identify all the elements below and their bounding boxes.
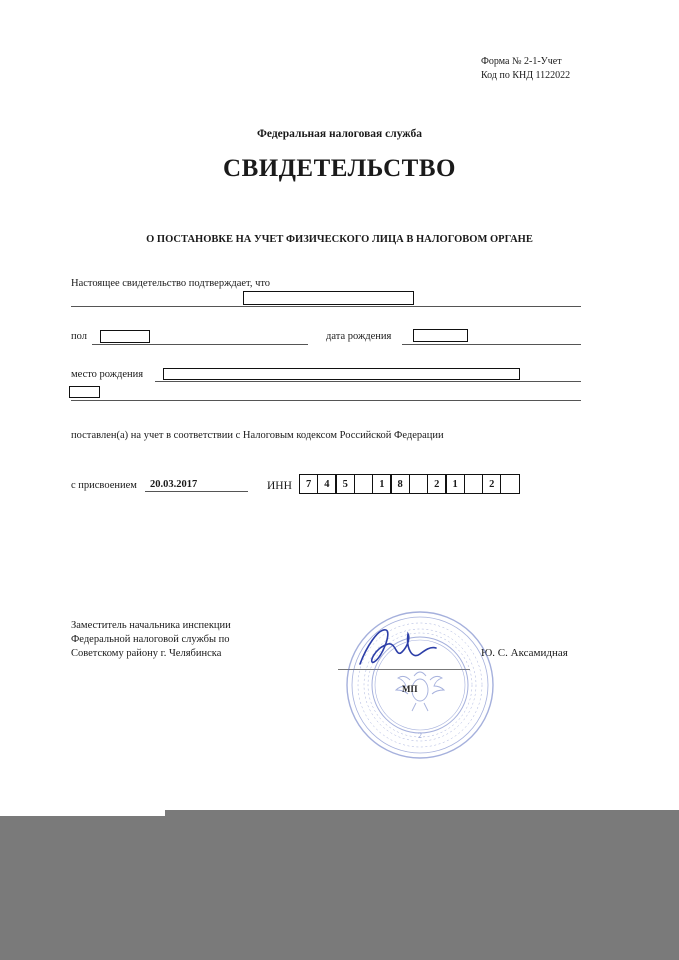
- confirms-label: Настоящее свидетельство подтверждает, что: [71, 278, 271, 289]
- inn-cell: 7: [299, 474, 319, 494]
- inn-cells: [300, 474, 520, 494]
- inn-label: ИНН: [267, 480, 292, 492]
- inn-cell: 2: [427, 474, 447, 494]
- stamp-mark: МП: [402, 684, 418, 694]
- signatory-position-line3: Советскому району г. Челябинска: [71, 648, 222, 659]
- inn-cell: 1: [372, 474, 392, 494]
- knd-code: Код по КНД 1122022: [481, 70, 571, 81]
- document-title: СВИДЕТЕЛЬСТВО: [223, 155, 456, 182]
- signatory-position-line2: Федеральной налоговой службы по: [71, 634, 230, 645]
- inn-cell: 8: [390, 474, 410, 494]
- registered-text: поставлен(а) на учет в соответствии с Налоговым кодексом Российской Федерации: [71, 430, 444, 441]
- form-number: Форма № 2-1-Учет: [481, 56, 562, 67]
- inn-cell: 1: [445, 474, 465, 494]
- birth-place-underline-2: [71, 400, 581, 401]
- assigned-date-underline: [145, 491, 248, 492]
- signatory-name: Ю. С. Аксамидная: [481, 647, 568, 659]
- redacted-sex: [100, 330, 150, 343]
- full-name-underline: [71, 306, 581, 307]
- redacted-full-name: [243, 291, 414, 305]
- inn-cell: [409, 474, 429, 494]
- birth-date-label: дата рождения: [326, 331, 392, 342]
- scan-background-band: [0, 810, 679, 960]
- sex-underline: [92, 344, 308, 345]
- stamp-number: 2: [418, 731, 422, 740]
- signature-icon: [352, 618, 442, 678]
- inn-cell: 2: [482, 474, 502, 494]
- document-subtitle: О ПОСТАНОВКЕ НА УЧЕТ ФИЗИЧЕСКОГО ЛИЦА В НАЛОГОВОМ ОРГАНЕ: [146, 234, 533, 245]
- assigned-date: 20.03.2017: [150, 479, 198, 490]
- issuer-name: Федеральная налоговая служба: [257, 128, 422, 140]
- assigned-label: с присвоением: [71, 480, 137, 491]
- birth-date-underline: [402, 344, 581, 345]
- inn-cell: [464, 474, 484, 494]
- inn-cell: 4: [317, 474, 337, 494]
- inn-cell: 5: [335, 474, 355, 494]
- scan-paper-edge: [0, 810, 165, 816]
- birth-place-underline-1: [155, 381, 581, 382]
- inn-cell: [354, 474, 374, 494]
- birth-place-label: место рождения: [71, 369, 144, 380]
- redacted-birth-date: [413, 329, 468, 342]
- redacted-birth-place: [163, 368, 520, 380]
- sex-label: пол: [71, 331, 87, 342]
- redacted-birth-place-cont: [69, 386, 100, 398]
- inn-cell: [500, 474, 520, 494]
- signatory-position-line1: Заместитель начальника инспекции: [71, 620, 231, 631]
